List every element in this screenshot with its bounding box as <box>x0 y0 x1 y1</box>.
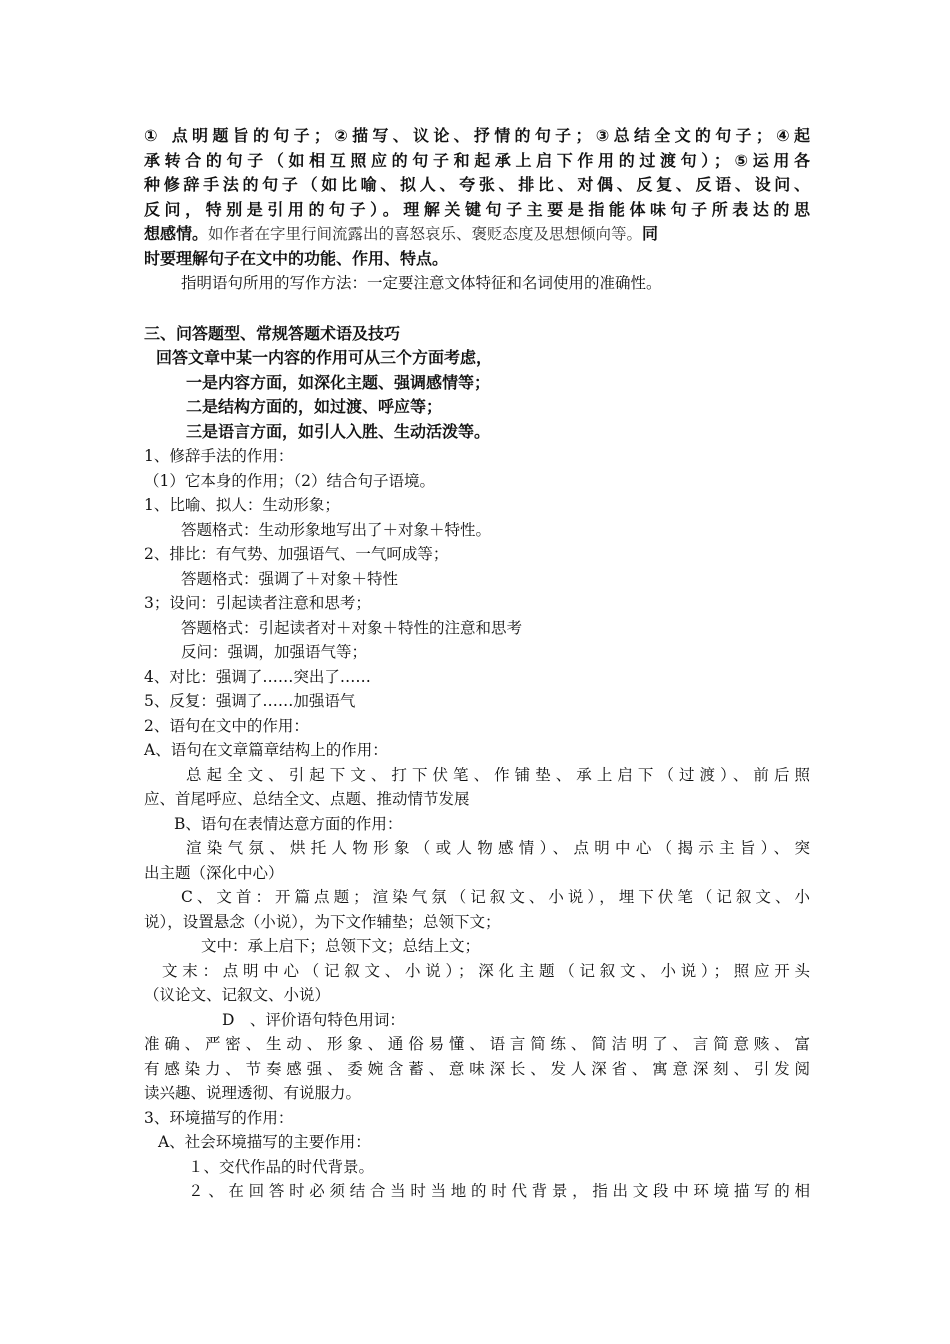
sentence-a-line2: 应、首尾呼应、总结全文、点题、推动情节发展 <box>144 790 470 808</box>
section3-title: 三、问答题型、常规答题术语及技巧 <box>144 323 401 343</box>
rhetoric-r5: 5、反复：强调了……加强语气 <box>144 692 356 710</box>
environment-a1: １、交代作品的时代背景。 <box>188 1157 375 1176</box>
sentence-c-line2: 说），设置悬念（小说），为下文作辅垫；总领下文； <box>144 912 501 931</box>
section3-point1: 一是内容方面，如深化主题、强调感情等； <box>186 372 491 392</box>
rhetoric-r1-format: 答题格式：生动形象地写出了＋对象＋特性。 <box>181 520 492 539</box>
rhetoric-r3-rev: 反问：强调，加强语气等； <box>181 643 368 661</box>
para1-line6: 时要理解句子在文中的功能、作用、特点。 <box>144 248 449 268</box>
sentence-b-line2: 出主题（深化中心） <box>144 863 284 882</box>
rhetoric-r4: 4、对比：强调了……突出了…… <box>144 667 371 686</box>
para1-line5-bold-a: 想感情。 <box>144 224 209 243</box>
sentence-b-line1: 渲染气氛、烘托人物形象（或人物感情）、点明中心（揭示主旨）、突 <box>186 839 810 857</box>
sentence-d-title: D 、评价语句特色用词： <box>222 1010 405 1029</box>
rhetoric-r3: 3；设问：引起读者注意和思考； <box>144 594 371 612</box>
para1-line2: 承转合的句子（如相互照应的句子和起承上启下作用的过渡句）；⑤运用各 <box>144 150 810 170</box>
rhetoric-r2: 2、排比：有气势、加强语气、一气呵成等； <box>144 545 449 563</box>
sentence-c-line1: C、文首：开篇点题；渲染气氛（记叙文、小说），埋下伏笔（记叙文、小 <box>181 888 810 906</box>
environment-a-title: A、社会环境描写的主要作用： <box>158 1133 371 1151</box>
section3-point3: 三是语言方面，如引人入胜、生动活泼等。 <box>186 421 491 441</box>
rhetoric-r1: 1、比喻、拟人：生动形象； <box>144 496 340 514</box>
section3-point2: 二是结构方面的，如过渡、呼应等； <box>186 397 443 416</box>
sentence-c-end2: （议论文、记叙文、小说） <box>144 986 331 1004</box>
para1-line5-bold-b: 同 <box>642 224 659 243</box>
para1-line1: ① 点明题旨的句子；②描写、议论、抒情的句子；③总结全文的句子；④起 <box>144 126 810 145</box>
rhetoric-r3-format: 答题格式：引起读者对＋对象＋特性的注意和思考 <box>181 618 523 637</box>
para1-line4: 反问，特别是引用的句子）。理解关键句子主要是指能体味句子所表达的思 <box>144 199 810 219</box>
para1-line5-normal: 如作者在字里行间流露出的喜怒哀乐、褒贬态度及思想倾向等。 <box>208 225 643 243</box>
rhetoric-r2-format: 答题格式：强调了＋对象＋特性 <box>181 569 399 588</box>
para1-line3: 种修辞手法的句子（如比喻、拟人、夸张、排比、对偶、反复、反语、设问、 <box>144 175 810 194</box>
sentence-a-title: A、语句在文章篇章结构上的作用： <box>144 741 388 759</box>
para1-line5 <box>144 222 810 247</box>
method-line: 指明语句所用的写作方法：一定要注意文体特征和名词使用的准确性。 <box>181 274 662 292</box>
document-page <box>144 124 810 1204</box>
environment-title: 3、环境描写的作用： <box>144 1108 294 1127</box>
sentence-d-line2: 有感染力、节奏感强、委婉含蓄、意味深长、发人深省、寓意深刻、引发阅 <box>144 1059 810 1078</box>
sentence-title: 2、语句在文中的作用： <box>144 716 309 735</box>
rhetoric-sub: （1）它本身的作用；（2）结合句子语境。 <box>144 471 435 490</box>
sentence-a-line1: 总起全文、引起下文、打下伏笔、作铺垫、承上启下（过渡）、前后照 <box>186 765 810 784</box>
section3-intro: 回答文章中某一内容的作用可从三个方面考虑， <box>156 348 493 367</box>
rhetoric-title: 1、修辞手法的作用： <box>144 447 294 465</box>
sentence-d-line1: 准确、严密、生动、形象、通俗易懂、语言简练、简洁明了、言简意赅、富 <box>144 1035 810 1053</box>
spacer <box>144 296 810 322</box>
sentence-d-line3: 读兴趣、说理透彻、有说服力。 <box>144 1084 362 1102</box>
environment-a2: ２、在回答时必须结合当时当地的时代背景，指出文段中环境描写的相 <box>188 1182 810 1200</box>
sentence-c-mid: 文中：承上启下；总领下文；总结上文； <box>201 937 481 955</box>
sentence-c-end1: 文末：点明中心（记叙文、小说）；深化主题（记叙文、小说）；照应开头 <box>162 961 810 980</box>
sentence-b-title: B、语句在表情达意方面的作用： <box>174 814 403 833</box>
